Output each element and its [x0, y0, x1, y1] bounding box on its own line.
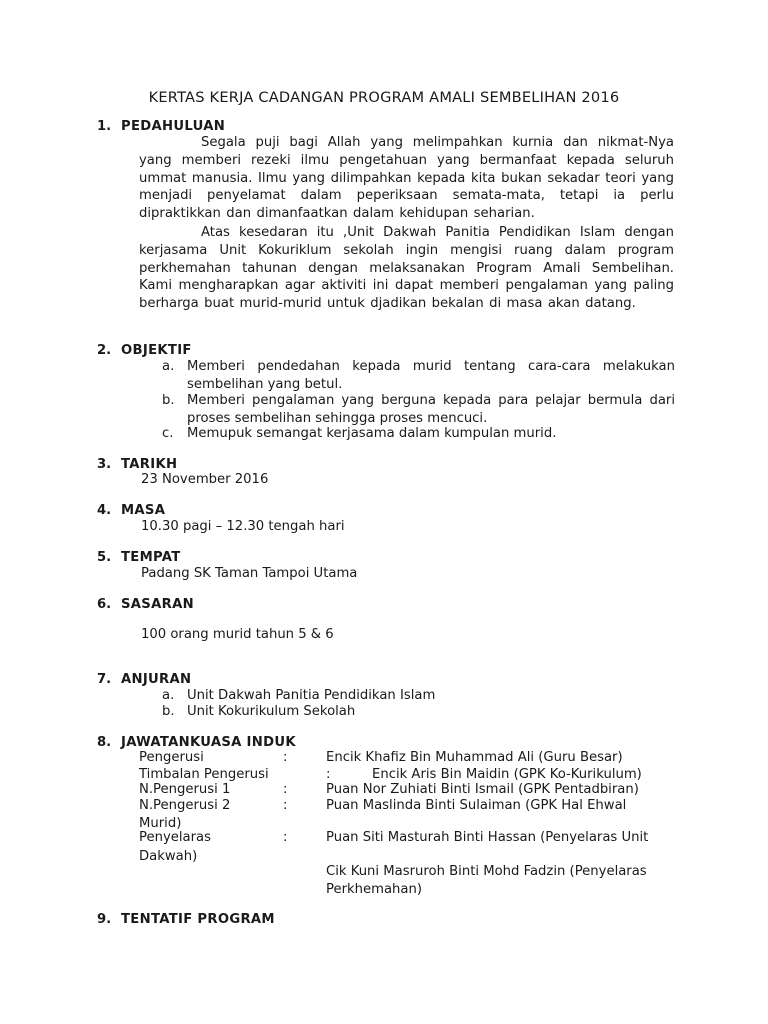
- section-9-heading: TENTATIF PROGRAM: [121, 912, 275, 927]
- committee-role-chair: Pengerusi: [139, 750, 204, 765]
- organiser-b-letter: b.: [162, 704, 175, 719]
- committee-colon: :: [283, 750, 288, 765]
- committee-role-coordinator: Penyelaras: [139, 830, 211, 845]
- objective-c-letter: c.: [162, 426, 174, 441]
- organiser-b-text: Unit Kokurikulum Sekolah: [187, 704, 356, 719]
- committee-colon: :: [326, 767, 331, 782]
- objective-b-letter: b.: [162, 393, 175, 408]
- section-8-number: 8.: [97, 735, 112, 750]
- committee-name-camp-coordinator: Cik Kuni Masruroh Binti Mohd Fadzin (Penyelaras Perkhemahan): [326, 864, 647, 897]
- section-7-heading: ANJURAN: [121, 672, 192, 687]
- section-2-heading: OBJEKTIF: [121, 343, 192, 358]
- document-title: KERTAS KERJA CADANGAN PROGRAM AMALI SEMBELIHAN 2016: [148, 89, 620, 106]
- committee-role-vice-chair-2: N.Pengerusi 2: [139, 798, 231, 813]
- section-4-heading: MASA: [121, 503, 166, 518]
- committee-name-chair: Encik Khafiz Bin Muhammad Ali (Guru Besar): [326, 750, 623, 765]
- section-4-number: 4.: [97, 503, 112, 518]
- objective-c-text: Memupuk semangat kerjasama dalam kumpulan murid.: [187, 426, 557, 441]
- venue-value: Padang SK Taman Tampoi Utama: [141, 566, 358, 581]
- section-1-paragraph-1-text: Segala puji bagi Allah yang melimpahkan kurnia dan nikmat-Nya yang memberi rezeki ilmu pengetahuan yang bermanfaat kepada seluruh ummat manusia. Ilmu yang dilimpahkan kepada kita bukan sekadar teori yang menjadi penyelamat dalam peperiksaan semata-mata, tetapi ia perlu dipraktikkan dan dimanfaatkan dalam kehidupan seharian.: [139, 135, 674, 222]
- committee-role-vice-chair-1: N.Pengerusi 1: [139, 782, 231, 797]
- committee-colon: :: [283, 782, 288, 797]
- section-2-number: 2.: [97, 343, 112, 358]
- section-3-number: 3.: [97, 457, 112, 472]
- section-5-heading: TEMPAT: [121, 550, 181, 565]
- target-value: 100 orang murid tahun 5 & 6: [141, 627, 334, 642]
- committee-name-vice-chair-2: Puan Maslinda Binti Sulaiman (GPK Hal Ehwal: [326, 798, 627, 813]
- organiser-a-letter: a.: [162, 688, 175, 703]
- date-value: 23 November 2016: [141, 472, 269, 487]
- committee-name-deputy-chair: Encik Aris Bin Maidin (GPK Ko-Kurikulum): [372, 767, 642, 782]
- objective-a-text: Memberi pendedahan kepada murid tentang cara-cara melakukan sembelihan yang betul.: [187, 359, 675, 392]
- objective-a-letter: a.: [162, 359, 175, 374]
- section-8-heading: JAWATANKUASA INDUK: [121, 735, 296, 750]
- committee-colon: :: [283, 798, 288, 813]
- time-value: 10.30 pagi – 12.30 tengah hari: [141, 519, 345, 534]
- committee-role-deputy-chair: Timbalan Pengerusi: [139, 767, 269, 782]
- section-3-heading: TARIKH: [121, 457, 178, 472]
- section-1-paragraph-2-text: Atas kesedaran itu ,Unit Dakwah Panitia Pendidikan Islam dengan kerjasama Unit Kokuriklum sekolah ingin mengisi ruang dalam program perkhemahan tahunan dengan melaksanakan Program Amali Sembelihan. Kami mengharapkan agar aktiviti ini dapat memberi pengalaman yang paling berharga buat murid-murid untuk djadikan bekalan di masa akan datang.: [139, 225, 674, 312]
- committee-colon: :: [283, 830, 288, 845]
- committee-role-vice-chair-2-continued: Murid): [139, 816, 182, 831]
- committee-name-coordinator: Puan Siti Masturah Binti Hassan (Penyelaras Unit: [326, 830, 649, 845]
- objective-b-text: Memberi pengalaman yang berguna kepada para pelajar bermula dari proses sembelihan sehingga proses mencuci.: [187, 393, 675, 426]
- section-5-number: 5.: [97, 550, 112, 565]
- section-1-paragraph-1: [139, 134, 674, 223]
- section-6-number: 6.: [97, 597, 112, 612]
- section-1-paragraph-2: [139, 224, 674, 313]
- section-9-number: 9.: [97, 912, 112, 927]
- section-1-heading: PEDAHULUAN: [121, 119, 226, 134]
- section-7-number: 7.: [97, 672, 112, 687]
- section-6-heading: SASARAN: [121, 597, 194, 612]
- organiser-a-text: Unit Dakwah Panitia Pendidikan Islam: [187, 688, 436, 703]
- section-1-number: 1.: [97, 119, 112, 134]
- committee-name-vice-chair-1: Puan Nor Zuhiati Binti Ismail (GPK Pentadbiran): [326, 782, 639, 797]
- committee-role-coordinator-continued: Dakwah): [139, 849, 198, 864]
